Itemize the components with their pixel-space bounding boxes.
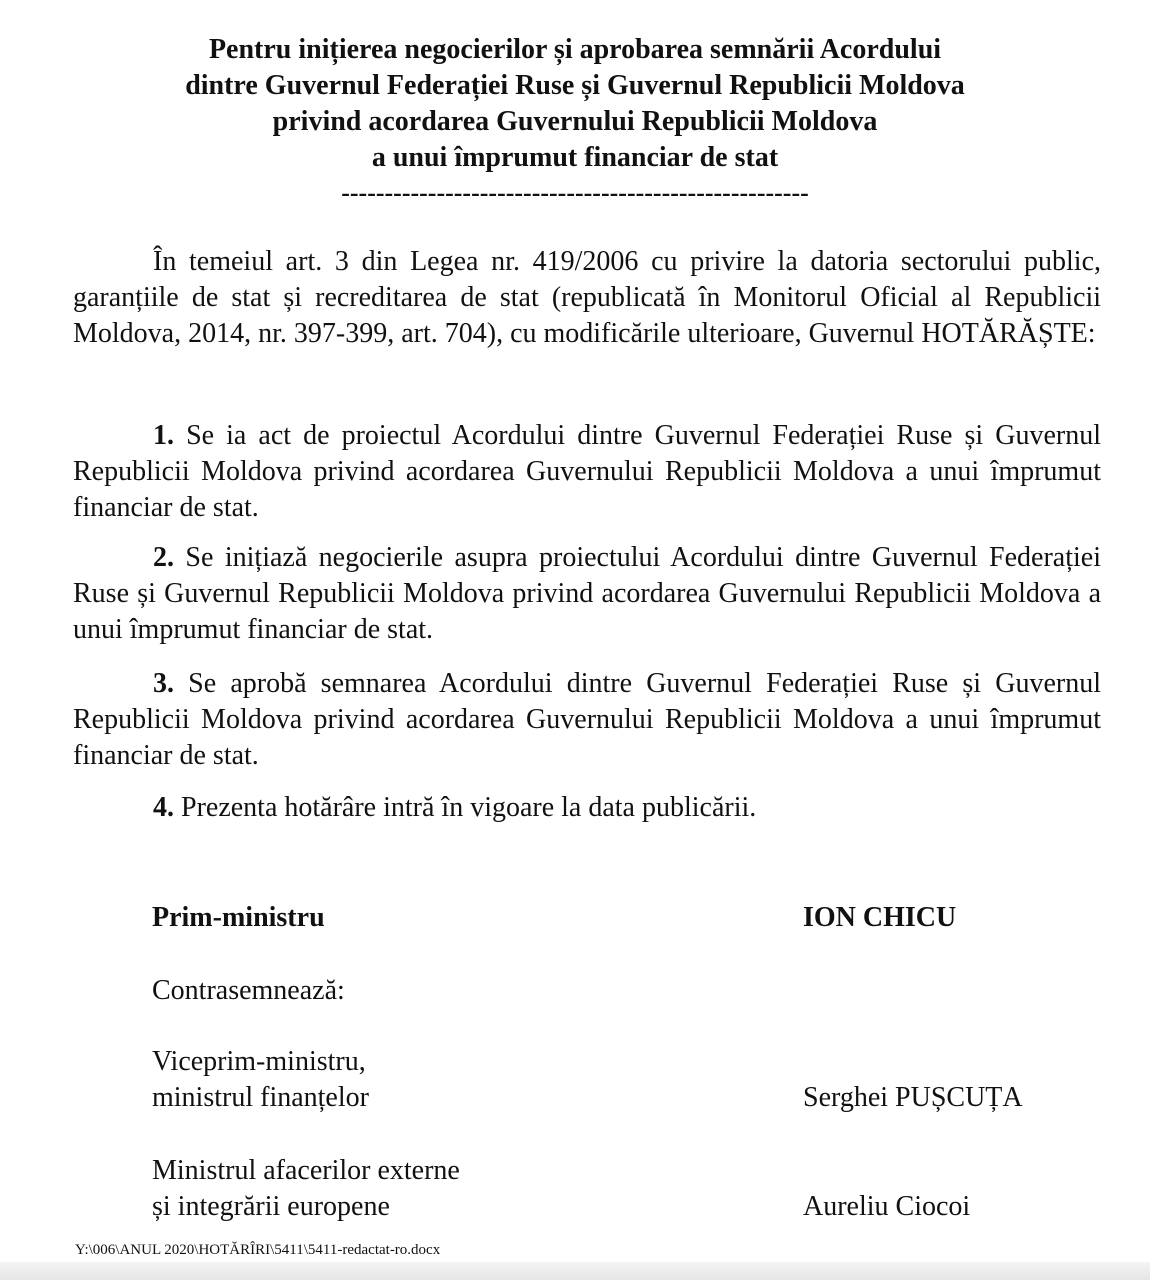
article-text: Se inițiază negocierile asupra proiectului Acordului dintre Guvernul Federației Ruse și Guvernul Republicii Moldova privind acordarea Guvernului Republicii Moldova a unui împrumut financiar de stat. [73,542,1101,645]
finance-minister-title-line-1: Viceprim-ministru, [152,1046,366,1077]
foreign-minister-title-line-2: și integrării europene [152,1191,390,1222]
article-1 [73,418,1101,526]
finance-minister-name: Serghei PUȘCUȚA [803,1082,1023,1113]
article-2 [73,540,1101,648]
page-bottom-edge [0,1262,1150,1280]
title-separator: ------------------------------------------------------ [341,178,809,207]
article-text: Prezenta hotărâre intră în vigoare la data publicării. [174,792,757,823]
title-line-1: Pentru inițierea negocierilor și aprobarea semnării Acordului [208,34,942,65]
article-text: Se aprobă semnarea Acordului dintre Guvernul Federației Ruse și Guvernul Republicii Moldova privind acordarea Guvernului Republicii Moldova a unui împrumut financiar de stat. [73,668,1101,771]
prime-minister-name: ION CHICU [803,902,957,933]
countersign-label: Contrasemnează: [152,975,345,1006]
article-number: 2. [153,542,174,573]
prime-minister-title: Prim-ministru [152,902,325,933]
document-title [0,32,1150,176]
finance-minister-title-line-2: ministrul finanțelor [152,1082,369,1113]
article-number: 3. [153,668,174,699]
file-path-footer: Y:\006\ANUL 2020\HOTĂRÎRI\5411\5411-redactat-ro.docx [75,1242,441,1258]
article-text: Se ia act de proiectul Acordului dintre Guvernul Federației Ruse și Guvernul Republicii Moldova privind acordarea Guvernului Republicii Moldova a unui împrumut financiar de stat. [73,420,1101,523]
title-line-4: a unui împrumut financiar de stat [371,142,779,173]
article-4 [73,790,1101,826]
article-number: 1. [153,420,174,451]
article-3 [73,666,1101,774]
preamble-paragraph: În temeiul art. 3 din Legea nr. 419/2006 cu privire la datoria sectorului public, garanțiile de stat și recreditarea de stat (republicată în Monitorul Oficial al Republicii Moldova, 2014, nr. 397-399, art. 704), cu modificările ulterioare, Guvernul HOTĂRĂȘTE: [73,246,1101,349]
foreign-minister-name: Aureliu Ciocoi [803,1191,971,1222]
title-line-3: privind acordarea Guvernului Republicii Moldova [272,106,878,137]
foreign-minister-title-line-1: Ministrul afacerilor externe [152,1155,460,1186]
title-line-2: dintre Guvernul Federației Ruse și Guvernul Republicii Moldova [185,70,965,101]
article-number: 4. [153,792,174,823]
